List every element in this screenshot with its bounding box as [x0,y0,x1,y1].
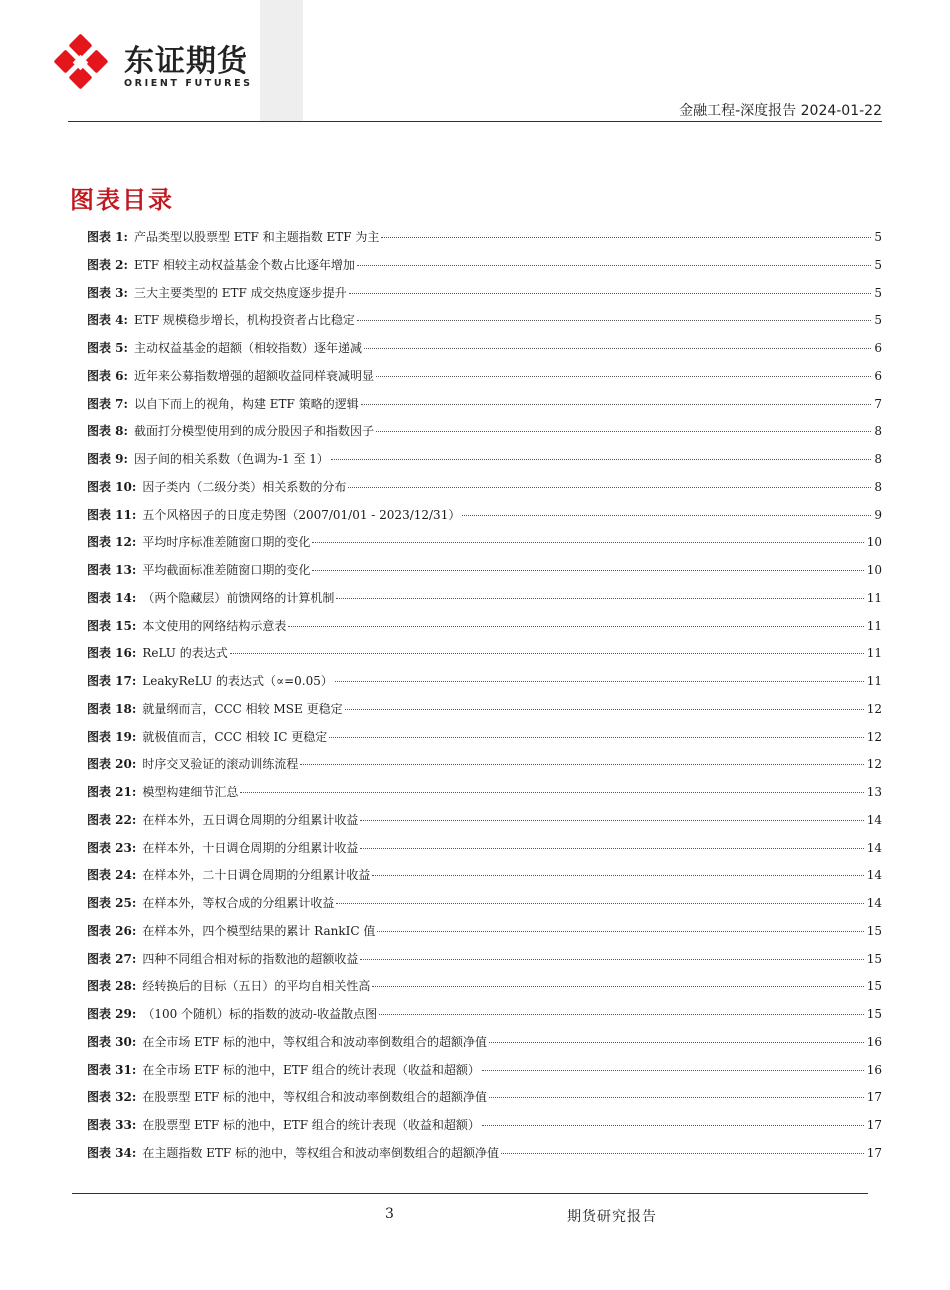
toc-leader-dots [349,293,872,294]
toc-entry[interactable] [87,1140,882,1168]
toc-entry[interactable] [87,418,882,446]
toc-entry-label: 图表 12: [87,535,137,550]
toc-entry-text: （100 个随机）标的指数的波动-收益散点图 [142,1007,378,1021]
toc-entry-label: 图表 5: [87,341,128,355]
toc-entry[interactable] [87,1112,882,1140]
toc-entry-label: 图表 4: [87,313,128,328]
toc-entry-page: 10 [866,563,882,577]
toc-entry-page: 17 [866,1145,882,1160]
toc-leader-dots [377,931,863,932]
toc-entry-page: 11 [866,674,882,688]
toc-entry-text: 截面打分模型使用到的成分股因子和指数因子 [133,424,374,439]
toc-entry-text: 产品类型以股票型 ETF 和主题指数 ETF 为主 [133,230,380,244]
toc-entry-text: 在主题指数 ETF 标的池中，等权组合和波动率倒数组合的超额净值 [142,1145,500,1160]
toc-entry[interactable] [87,280,882,308]
toc-entry[interactable] [87,474,882,502]
toc-entry-label: 图表 28: [87,979,137,994]
toc-entry-page: 5 [874,285,882,300]
toc-entry-label: 图表 18: [87,701,137,716]
toc-entry-page: 15 [866,923,882,938]
toc-entry-text: 因子类内（二级分类）相关系数的分布 [142,479,347,494]
toc-leader-dots [312,570,863,571]
toc-entry-text: 在样本外，二十日调仓周期的分组累计收益 [142,868,371,883]
toc-leader-dots [335,681,864,682]
toc-entry[interactable] [87,668,882,696]
toc-entry-page: 5 [874,313,882,328]
toc-leader-dots [240,792,863,793]
toc-entry-text: 主动权益基金的超额（相较指数）逐年递减 [133,341,362,355]
toc-entry-text: 在样本外，等权合成的分组累计收益 [142,896,335,910]
toc-entry-text: 在全市场 ETF 标的池中，等权组合和波动率倒数组合的超额净值 [142,1034,488,1049]
toc-entry-label: 图表 15: [87,618,137,633]
toc-entry-page: 17 [866,1118,882,1132]
toc-entry-text: 经转换后的目标（五日）的平均自相关性高 [142,979,371,994]
toc-entry-page: 15 [866,979,882,994]
toc-entry-text: 就极值而言，CCC 相较 IC 更稳定 [142,729,328,744]
toc-entry[interactable] [87,724,882,752]
toc-entry-label: 图表 25: [87,896,137,910]
toc-leader-dots [462,515,871,516]
toc-entry-page: 8 [874,424,882,439]
toc-entry[interactable] [87,640,882,668]
toc-leader-dots [360,820,863,821]
toc-entry[interactable] [87,1029,882,1057]
toc-entry[interactable] [87,363,882,391]
toc-entry[interactable] [87,835,882,863]
toc-entry-label: 图表 21: [87,785,137,799]
toc-entry-text: 三大主要类型的 ETF 成交热度逐步提升 [133,285,347,300]
toc-leader-dots [482,1125,864,1126]
toc-entry[interactable] [87,807,882,835]
toc-entry-text: 就量纲而言，CCC 相较 MSE 更稳定 [142,701,343,716]
toc-entry-page: 6 [874,341,882,355]
toc-leader-dots [331,459,871,460]
toc-entry[interactable] [87,751,882,779]
toc-entry-label: 图表 11: [87,507,137,522]
toc-entry[interactable] [87,307,882,335]
toc-entry-page: 15 [866,951,882,966]
toc-entry-label: 图表 8: [87,424,128,439]
toc-entry[interactable] [87,446,882,474]
toc-entry-text: LeakyReLU 的表达式（∝=0.05） [142,674,333,688]
toc-entry[interactable] [87,1001,882,1029]
footer-label: 期货研究报告 [567,1209,657,1225]
toc-leader-dots [312,542,863,543]
toc-leader-dots [288,626,863,627]
toc-entry[interactable] [87,557,882,585]
toc-leader-dots [381,237,871,238]
toc-entry-text: 在样本外，十日调仓周期的分组累计收益 [142,840,359,855]
toc-entry-text: 五个风格因子的日度走势图（2007/01/01 - 2023/12/31） [142,507,461,522]
company-logo [52,34,252,98]
toc-entry-label: 图表 17: [87,674,137,688]
toc-entry-text: 近年来公募指数增强的超额收益同样衰减明显 [133,368,374,383]
toc-entry-page: 12 [866,757,882,772]
toc-entry[interactable] [87,224,882,252]
toc-entry[interactable] [87,862,882,890]
toc-entry[interactable] [87,779,882,807]
toc-entry-label: 图表 24: [87,868,137,883]
toc-entry-page: 13 [866,785,882,799]
toc-leader-dots [360,848,863,849]
toc-leader-dots [360,959,863,960]
toc-entry-page: 15 [866,1007,882,1021]
toc-entry-label: 图表 1: [87,230,128,244]
toc-entry-label: 图表 19: [87,729,137,744]
toc-entry-label: 图表 29: [87,1007,137,1021]
toc-entry[interactable] [87,585,882,613]
toc-entry-label: 图表 16: [87,646,137,661]
toc-leader-dots [372,875,863,876]
toc-entry-text: 在全市场 ETF 标的池中，ETF 组合的统计表现（收益和超额） [142,1062,480,1077]
toc-leader-dots [357,265,871,266]
toc-entry[interactable] [87,918,882,946]
toc-entry-label: 图表 3: [87,285,128,300]
toc-entry-text: 在股票型 ETF 标的池中，ETF 组合的统计表现（收益和超额） [142,1118,480,1132]
toc-entry[interactable] [87,529,882,557]
footer-divider [72,1193,868,1194]
toc-entry-text: 以自下而上的视角，构建 ETF 策略的逻辑 [133,396,359,411]
toc-entry-text: 本文使用的网络结构示意表 [142,618,287,633]
toc-entry-page: 16 [866,1034,882,1049]
header-gray-band [260,0,303,121]
toc-entry-page: 17 [866,1090,882,1105]
toc-entry-text: 在股票型 ETF 标的池中，等权组合和波动率倒数组合的超额净值 [142,1090,488,1105]
toc-entry-text: 平均截面标准差随窗口期的变化 [142,563,311,577]
toc-entry-page: 12 [866,701,882,716]
toc-entry-label: 图表 34: [87,1145,137,1160]
toc-leader-dots [336,598,863,599]
toc-leader-dots [501,1153,864,1154]
toc-entry-page: 11 [866,590,882,605]
toc-leader-dots [357,320,871,321]
toc-entry-page: 11 [866,646,882,661]
toc-leader-dots [379,1014,864,1015]
toc-entry-text: ETF 相较主动权益基金个数占比逐年增加 [133,257,355,272]
toc-leader-dots [329,737,863,738]
toc-entry-page: 5 [874,257,882,272]
toc-entry-label: 图表 27: [87,951,137,966]
toc-leader-dots [489,1097,864,1098]
toc-entry-label: 图表 6: [87,368,128,383]
toc-entry[interactable] [87,252,882,280]
toc-entry-page: 16 [866,1062,882,1077]
toc-entry[interactable] [87,613,882,641]
toc-leader-dots [345,709,864,710]
toc-entry-label: 图表 26: [87,923,137,938]
toc-entry-page: 8 [874,479,882,494]
toc-entry-page: 14 [866,868,882,883]
toc-entry[interactable] [87,335,882,363]
toc-entry-text: 平均时序标准差随窗口期的变化 [142,535,311,550]
toc-entry-label: 图表 30: [87,1034,137,1049]
toc-entry-page: 5 [874,230,882,244]
toc-entry-label: 图表 2: [87,257,128,272]
toc-entry-page: 6 [874,368,882,383]
toc-leader-dots [230,653,864,654]
toc-entry[interactable] [87,1084,882,1112]
toc-entry-text: 时序交叉验证的滚动训练流程 [142,757,299,772]
toc-leader-dots [482,1070,864,1071]
toc-leader-dots [376,431,871,432]
toc-entry-label: 图表 14: [87,590,137,605]
toc-entry-page: 14 [866,896,882,910]
toc-entry[interactable] [87,1057,882,1085]
toc-leader-dots [348,487,871,488]
toc-list [87,224,882,1168]
toc-entry-page: 14 [866,812,882,827]
report-info: 金融工程-深度报告 2024-01-22 [679,103,882,119]
toc-entry-text: 在样本外，五日调仓周期的分组累计收益 [142,812,359,827]
toc-entry-page: 7 [874,396,882,411]
logo-chinese-name: 东证期货 [124,44,248,79]
toc-entry-text: 在样本外，四个模型结果的累计 RankIC 值 [142,923,376,938]
toc-entry-text: 因子间的相关系数（色调为-1 至 1） [133,452,329,466]
toc-entry-label: 图表 31: [87,1062,137,1077]
toc-entry-text: ReLU 的表达式 [142,646,228,661]
header-divider [68,121,882,122]
toc-title: 图表目录 [70,185,174,214]
toc-entry[interactable] [87,391,882,419]
toc-leader-dots [376,376,871,377]
toc-entry-label: 图表 22: [87,812,137,827]
toc-entry-text: ETF 规模稳步增长，机构投资者占比稳定 [133,313,355,328]
toc-entry-page: 8 [874,452,882,466]
logo-english-name: ORIENT FUTURES [124,78,253,89]
toc-entry-text: 模型构建细节汇总 [142,785,239,799]
toc-entry[interactable] [87,696,882,724]
page-number: 3 [385,1206,394,1222]
toc-entry-label: 图表 13: [87,563,137,577]
toc-entry-page: 14 [866,840,882,855]
toc-entry-label: 图表 33: [87,1118,137,1132]
toc-entry-page: 9 [874,507,882,522]
toc-entry-page: 10 [866,535,882,550]
toc-entry-text: 四种不同组合相对标的指数池的超额收益 [142,951,359,966]
toc-entry[interactable] [87,502,882,530]
toc-entry-label: 图表 23: [87,840,137,855]
toc-leader-dots [300,764,863,765]
toc-entry-label: 图表 32: [87,1090,137,1105]
toc-leader-dots [489,1042,864,1043]
toc-entry-page: 11 [866,618,882,633]
toc-entry[interactable] [87,890,882,918]
toc-leader-dots [372,986,863,987]
toc-entry-label: 图表 20: [87,757,137,772]
toc-entry-label: 图表 10: [87,479,137,494]
toc-leader-dots [364,348,871,349]
toc-entry-text: （两个隐藏层）前馈网络的计算机制 [142,590,335,605]
toc-entry[interactable] [87,946,882,974]
toc-entry-label: 图表 9: [87,452,128,466]
toc-leader-dots [361,404,872,405]
toc-entry-page: 12 [866,729,882,744]
toc-entry[interactable] [87,973,882,1001]
toc-leader-dots [336,903,863,904]
orient-futures-logo-icon [52,34,112,96]
toc-entry-label: 图表 7: [87,396,128,411]
